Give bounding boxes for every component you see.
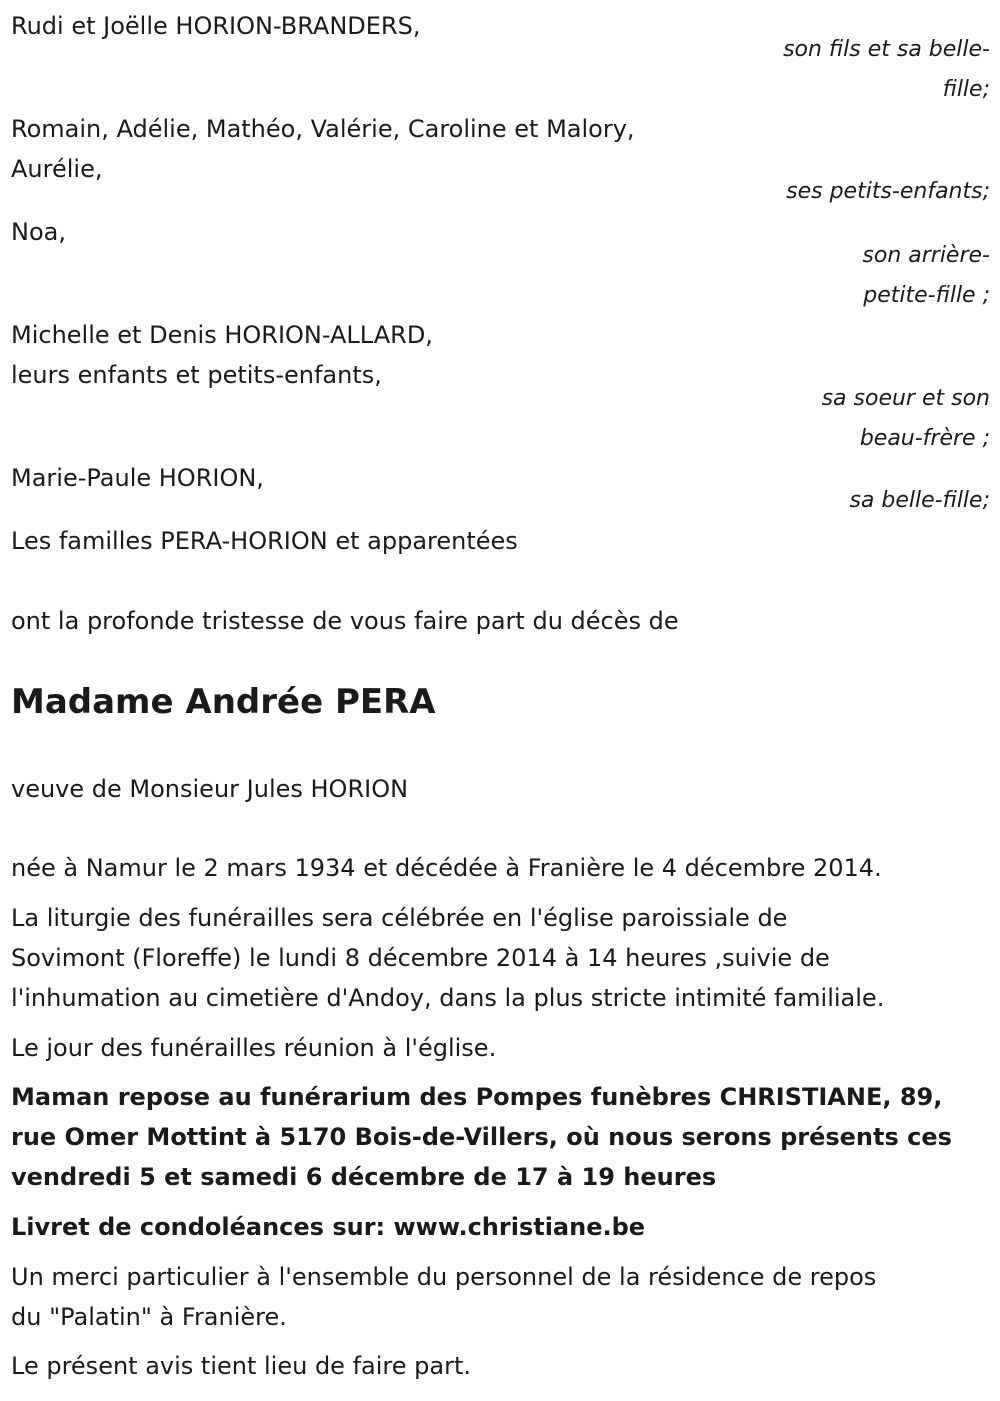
liturgy-line: La liturgie des funérailles sera célébrée en l'église paroissiale de	[11, 904, 788, 932]
family-relation: sa belle-fille;	[849, 488, 990, 513]
condolences-text: Livret de condoléances sur: www.christiane.be	[11, 1213, 646, 1241]
thanks-line: Un merci particulier à l'ensemble du personnel de la résidence de repos	[11, 1263, 877, 1291]
family-name-line: Romain, Adélie, Mathéo, Valérie, Caroline et Malory,	[11, 115, 635, 143]
meeting-text: Le jour des funérailles réunion à l'église.	[11, 1034, 497, 1062]
family-relation: beau-frère ;	[859, 426, 990, 451]
deceased-name: Madame Andrée PERA	[11, 682, 436, 722]
family-name-line: Noa,	[11, 218, 66, 246]
family-relation: petite-fille ;	[863, 283, 990, 308]
birth-death-text: née à Namur le 2 mars 1934 et décédée à Franière le 4 décembre 2014.	[11, 854, 882, 882]
family-name-line: leurs enfants et petits-enfants,	[11, 361, 382, 389]
family-relation: son arrière-	[862, 243, 990, 268]
family-relation: ses petits-enfants;	[786, 179, 990, 204]
announcement-text: ont la profonde tristesse de vous faire part du décès de	[11, 607, 679, 635]
liturgy-line: Sovimont (Floreffe) le lundi 8 décembre 2014 à 14 heures ,suivie de	[11, 944, 830, 972]
closing-text: Le présent avis tient lieu de faire part.	[11, 1352, 471, 1380]
liturgy-line: l'inhumation au cimetière d'Andoy, dans la plus stricte intimité familiale.	[11, 984, 885, 1012]
family-relation: sa soeur et son	[821, 386, 990, 411]
thanks-line: du "Palatin" à Franière.	[11, 1303, 287, 1331]
family-relation: son fils et sa belle-	[783, 37, 990, 62]
funeral-home-line: vendredi 5 et samedi 6 décembre de 17 à 19 heures	[11, 1163, 717, 1191]
funeral-home-line: rue Omer Mottint à 5170 Bois-de-Villers, où nous serons présents ces	[11, 1123, 952, 1151]
family-relation: fille;	[942, 77, 990, 102]
widow-of-text: veuve de Monsieur Jules HORION	[11, 775, 409, 803]
family-name-line: Rudi et Joëlle HORION-BRANDERS,	[11, 12, 421, 40]
family-name-line: Michelle et Denis HORION-ALLARD,	[11, 321, 433, 349]
family-name-line: Aurélie,	[11, 155, 103, 183]
funeral-home-line: Maman repose au funérarium des Pompes funèbres CHRISTIANE, 89,	[11, 1083, 943, 1111]
family-name-line: Marie-Paule HORION,	[11, 464, 264, 492]
family-name-line: Les familles PERA-HORION et apparentées	[11, 527, 518, 555]
